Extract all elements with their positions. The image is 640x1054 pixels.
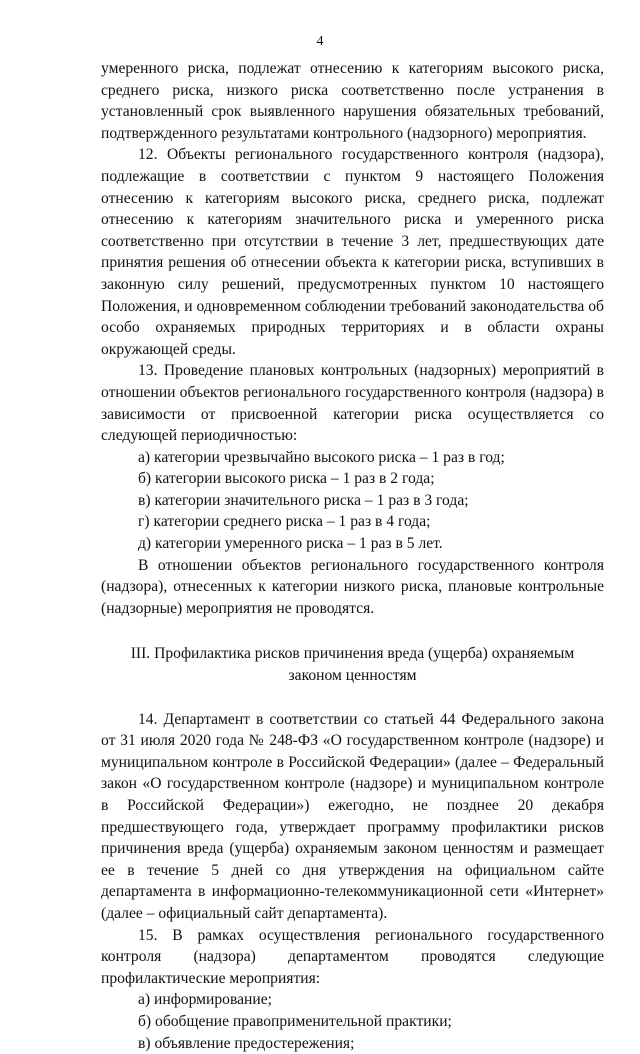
list-item: в) объявление предостережения; bbox=[138, 1034, 355, 1052]
list-item: а) информирование; bbox=[138, 991, 272, 1009]
list-item: б) обобщение правоприменительной практики; bbox=[138, 1012, 452, 1030]
prevention-measures-list bbox=[101, 989, 604, 1054]
paragraph-14: 14. Департамент в соответствии со статьей 44 Федерального закона от 31 июля 2020 года № 248-ФЗ «О государственном контроле (надзоре) и муниципальном контроле в Российской Федерации» (далее – Федеральный закон «О государственном контроле (надзоре) и муниципальном контроле в Российской Федерации») ежегодно, не позднее 20 декабря предшествующего года, утверждает программу профилактики рисков причинения вреда (ущерба) охраняемым законом ценностям и размещает ее в течение 5 дней со дня утверждения на официальном сайте департамента в информационно-телекоммуникационной сети «Интернет» (далее – официальный сайт департамента). bbox=[101, 710, 604, 922]
section-heading-line: законом ценностям bbox=[288, 667, 417, 685]
list-item: б) категории высокого риска – 1 раз в 2 года; bbox=[138, 470, 435, 488]
paragraph-15: 15. В рамках осуществления регионального государственного контроля (надзора) департаментом проводятся следующие профилактические мероприятия: bbox=[101, 926, 604, 987]
paragraph-12: 12. Объекты регионального государственного контроля (надзора), подлежащие в соответствии с пунктом 9 настоящего Положения отнесению к категориям высокого риска, среднего риска, подлежат отнесению к категориям значительного риска и умеренного риска соответственно при отсутствии в течение 3 лет, предшествующих дате принятия решения об отнесении объекта к категории риска, вступивших в законную силу решений, предусмотренных пунктом 10 настоящего Положения, и одновременном соблюдении требований законодательства об особо охраняемых природных территориях и в области охраны окружающей среды. bbox=[101, 146, 604, 358]
paragraph-13: 13. Проведение плановых контрольных (надзорных) мероприятий в отношении объектов регионального государственного контроля (надзора) в зависимости от присвоенной категории риска осуществляется со следующей периодичностью: bbox=[101, 362, 604, 445]
periodicity-list bbox=[101, 447, 604, 555]
list-item: г) категории среднего риска – 1 раз в 4 года; bbox=[138, 513, 431, 531]
list-item: в) категории значительного риска – 1 раз в 3 года; bbox=[138, 491, 469, 509]
spacer bbox=[101, 687, 604, 709]
section-heading bbox=[101, 643, 604, 686]
section-heading-line: III. Профилактика рисков причинения вреда (ущерба) охраняемым bbox=[130, 645, 575, 663]
paragraph-continuation: умеренного риска, подлежат отнесению к категориям высокого риска, среднего риска, низкого риска соответственно после устранения в установленный срок выявленного нарушения обязательных требований, подтвержденного результатами контрольного (надзорного) мероприятия. bbox=[101, 60, 604, 142]
list-item: а) категории чрезвычайно высокого риска – 1 раз в год; bbox=[138, 448, 505, 466]
list-item: д) категории умеренного риска – 1 раз в 5 лет. bbox=[138, 535, 443, 553]
paragraph-13-tail: В отношении объектов регионального государственного контроля (надзора), отнесенных к категории низкого риска, плановые контрольные (надзорные) мероприятия не проводятся. bbox=[101, 556, 604, 617]
page-number: 4 bbox=[316, 34, 324, 49]
